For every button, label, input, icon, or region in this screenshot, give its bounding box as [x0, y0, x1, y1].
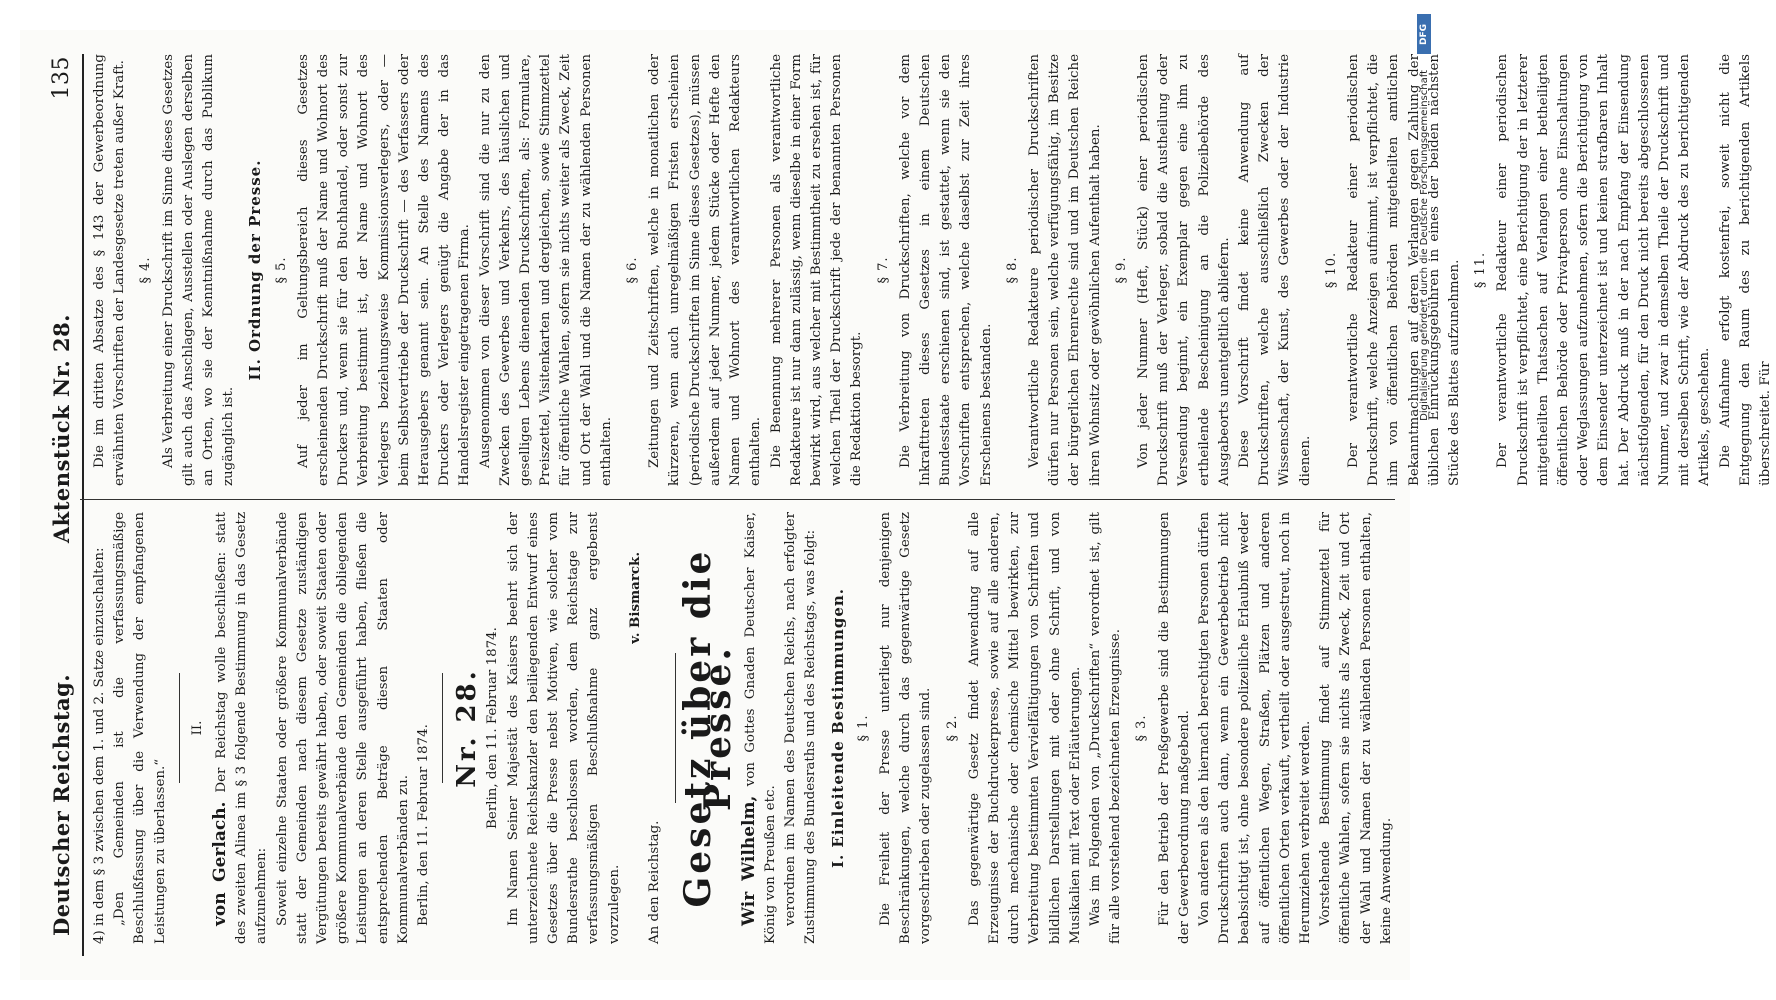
separator-rule [442, 673, 443, 783]
paragraph-6-text: Zeitungen und Zeitschriften, welche in monatlichen oder kürzeren, wenn auch unregelmäßigen Fristen erscheinen (periodische Druckschriften im Sinne dieses Gesetzes), müssen außerdem auf jeder Nummer, jedem Stücke oder Hefte den Namen und Wohnort des verantwortlichen Redakteurs enthalten. [647, 54, 764, 486]
paragraph-number-4: § 4. [138, 256, 154, 284]
gerlach-text: Der Reichstag wolle beschließen: statt des zweiten Alinea im § 3 folgende Bestimmung in das Gesetz aufzunehmen: [214, 511, 270, 944]
amendment-item-4: 4) in dem § 3 zwischen dem 1. und 2. Satze einzuschalten: [92, 547, 107, 944]
paragraph-2-text-2: Was im Folgenden von „Druckschriften“ verordnet ist, gilt für alle vorstehend bezeichneten Erzeugnisse. [1087, 512, 1124, 944]
column-right [90, 54, 1776, 486]
signature: v. Bismarck. [626, 552, 643, 644]
paragraph-10-text: Der verantwortliche Redakteur einer periodischen Druckschrift, welche Anzeigen aufnimmt, ist verpflichtet, die ihm von öffentlichen Behörden mitgetheilten amtlichen Bekanntmachungen auf deren Verlangen gegen Zahlung der üblichen Einrückungsgebühren in eines der beiden nächsten Stücke des Blattes aufzunehmen. [1345, 54, 1462, 486]
paragraph-3-text-2: Von anderen als den hiernach berechtigten Personen dürfen Druckschriften auch dann, wenn ein Gewerbebetrieb nicht beabsichtigt ist, ohne besondere polizeiliche Erlaubniß weder auf öffentlichen Wegen, Straßen, Plätzen und anderen öffentlichen Orten verkauft, vertheilt oder ausgestreut, noch in Herumziehen verbreitet werden. [1196, 512, 1313, 944]
paragraph-number-11: § 11. [1473, 251, 1489, 289]
intro-text: Im Namen Seiner Majestät des Kaisers beehrt sich der unterzeichnete Reichskanzler den beiliegenden Entwurf eines Gesetzes über die Presse nebst Motiven, wie solcher vom Bundesrathe beschlossen worden, dem Reichstage zur verfassungsmäßigen Beschlußnahme ganz ergebenst vorzulegen. [505, 512, 622, 944]
section-heading-1: I. Einleitende Bestimmungen. [828, 587, 847, 869]
page-header [20, 54, 84, 956]
law-title: Gesetz über die Presse. [677, 548, 740, 908]
header-right-title: Aktenstück Nr. 28. [49, 314, 74, 544]
paragraph-6-text-2: Die Benennung mehrerer Personen als verantwortliche Redakteure ist nur dann zulässig, wenn dieselbe in einer Form bewirkt wird, aus welcher mit Bestimmtheit zu ersehen ist, für welchen Theil der Druckschrift jede der benannten Personen die Redaktion besorgt. [768, 54, 865, 486]
column-divider [80, 499, 1395, 500]
dfg-logo: DFG [1417, 14, 1431, 54]
paragraph-number-3: § 3. [1134, 714, 1150, 742]
paragraph-number-1: § 1. [855, 714, 871, 742]
paragraph-9-text: Von jeder Nummer (Heft, Stück) einer periodischen Druckschrift muß der Verleger, sobald die Austheilung oder Versendung beginnt, ein Exemplar gegen eine ihm zu ertheilende Bescheinigung an die Polizeibehörde des Ausgabeorts unentgeltlich abliefern. [1135, 54, 1232, 486]
berlin-date: Berlin, den 11. Februar 1874. [485, 627, 501, 829]
gerlach-name: von Gerlach. [210, 801, 231, 926]
roman-heading-ii: II. [189, 720, 205, 736]
gerlach-date: Berlin, den 11. Februar 1874. [416, 724, 432, 926]
paragraph-number-9: § 9. [1113, 256, 1129, 284]
paragraph-3-text: Für den Betrieb der Preßgewerbe sind die Bestimmungen der Gewerbeordnung maßgebend. [1156, 512, 1192, 944]
wilhelm-preamble [739, 512, 781, 944]
paragraph-11-text: Der verantwortliche Redakteur einer periodischen Druckschrift ist verpflichtet, eine Berichtigung der in letzterer mitgetheilten Thatsachen auf Verlangen einer betheiligten öffentlichen Behörde oder Privatperson ohne Einschaltungen oder Weglassungen aufzunehmen, sofern die Berichtigung von dem Einsender unterzeichnet ist und keinen strafbaren Inhalt hat. Der Abdruck muß in der nach Empfang der Einsendung nächstfolgenden, für den Druck nicht bereits abgeschlossenen Nummer, und zwar in demselben Theile der Druckschrift und mit derselben Schrift, wie der Abdruck des zu berichtigenden Artikels, geschehen. [1495, 54, 1713, 486]
continuation-text: Die im dritten Absatze des § 143 der Gewerbeordnung erwähnten Vorschriften der Landesgesetze treten außer Kraft. [92, 54, 128, 486]
paragraph-number-5: § 5. [273, 256, 289, 284]
paragraph-2-text: Das gegenwärtige Gesetz findet Anwendung auf alle Erzeugnisse der Buchdruckerpresse, sowie auf alle anderen, durch mechanische oder chemische Mittel bewirkten, zur Verbreitung bestimmten Vervielfältigungen von Schriften und bildlichen Darstellungen mit oder ohne Schrift, und von Musikalien mit Text oder Erläuterungen. [966, 512, 1083, 944]
paragraph-4-text: Als Verbreitung einer Druckschrift im Sinne dieses Gesetzes gilt auch das Anschlagen, Ausstellen oder Auslegen derselben an Orten, wo sie der Kenntnißnahme durch das Publikum zugänglich ist. [160, 54, 237, 486]
wilhelm-text: von Gottes Gnaden Deutscher Kaiser, König von Preußen etc. [742, 512, 778, 944]
paragraph-1-text: Die Freiheit der Presse unterliegt nur denjenigen Beschränkungen, welche durch das gegenwärtige Gesetz vorgeschrieben oder zugelassen sind. [877, 512, 934, 944]
section-heading-2: II. Ordnung der Presse. [246, 159, 265, 381]
gerlach-motion [210, 512, 273, 944]
page-number: 135 [49, 56, 74, 100]
paragraph-number-8: § 8. [1004, 256, 1020, 284]
header-left-title: Deutscher Reichstag. [49, 673, 74, 936]
document-number: Nr. 28. [452, 668, 483, 788]
digitization-credit: Digitalisierung gefördert durch die Deutsche Forschungsgemeinschaft [1419, 70, 1430, 421]
paragraph-3-text-3: Vorstehende Bestimmung findet auf Stimmzettel für öffentliche Wahlen, sofern sie nichts als Zweck, Zeit und Ort der Wahl und Namen der zu wählenden Personen enthalten, keine Anwendung. [1318, 512, 1394, 944]
amendment-item-4-quote: „Den Gemeinden ist die verfassungsmäßige Beschlußfassung über die Verwendung der empfangenen Leistungen zu überlassen.“ [112, 512, 168, 944]
paragraph-number-2: § 2. [944, 714, 960, 742]
separator-rule [675, 653, 676, 803]
paragraph-9-text-2: Diese Vorschrift findet keine Anwendung auf Druckschriften, welche ausschließlich Zwecken der Wissenschaft, der Kunst, des Gewerbes oder der Industrie dienen. [1236, 54, 1313, 486]
addressee: An den Reichstag. [647, 820, 663, 944]
paragraph-5-text-2: Ausgenommen von dieser Vorschrift sind die nur zu den Zwecken des Gewerbes und Verkehrs, des häuslichen und geselligen Lebens dienenden Druckschriften, als: Formulare, Preiszettel, Visitenkarten und dergleichen, sowie Stimmzettel für öffentliche Wahlen, sofern sie nichts weiter als Zweck, Zeit und Ort der Wahl und die Namen der zu wählenden Personen enthalten. [477, 54, 614, 486]
paragraph-number-7: § 7. [875, 256, 891, 284]
verordnen-text: verordnen im Namen des Deutschen Reichs, nach erfolgter Zustimmung des Bundesraths und des Reichstags, was folgt: [783, 512, 819, 944]
column-left [90, 512, 1397, 944]
separator-rule [179, 673, 180, 783]
paragraph-number-6: § 6. [625, 256, 641, 284]
paragraph-8-text: Verantwortliche Redakteure periodischer Druckschriften dürfen nur Personen sein, welche verfügungsfähig, im Besitze der bürgerlichen Ehrenrechte sind und im Deutschen Reiche ihren Wohnsitz oder gewöhnlichen Aufenthalt haben. [1026, 54, 1103, 486]
paragraph-number-10: § 10. [1323, 251, 1339, 289]
wilhelm-name: Wir Wilhelm, [738, 795, 759, 926]
paragraph-11-text-2: Die Aufnahme erfolgt kostenfrei, soweit nicht die Entgegnung den Raum des zu berichtigenden Artikels überschreitet. Für [1717, 54, 1774, 486]
paragraph-7-text: Die Verbreitung von Druckschriften, welche vor dem Inkrafttreten dieses Gesetzes in einem Deutschen Bundesstaate erschienen sind, ist gestattet, wenn sie den Vorschriften entsprechen, welche daselbst zur Zeit ihres Erscheinens bestanden. [897, 54, 994, 486]
gerlach-quote: Soweit einzelne Staaten oder größere Kommunalverbände statt der Gemeinden nach diesem Gesetze zuständigen Vergütungen bereits gewährt haben, oder soweit Staaten oder größere Kommunalverbände den Gemeinden die obliegenden Leistungen an deren Stelle ausgeführt haben, fließen die entsprechenden Beträge diesen Staaten oder Kommunalverbänden zu. [274, 512, 411, 944]
paragraph-5-text: Auf jeder im Geltungsbereich dieses Gesetzes erscheinenden Druckschrift muß der Name und Wohnort des Druckers und, wenn sie für den Buchhandel, oder sonst zur Verbreitung bestimmt ist, der Name und Wohnort des Verlegers beziehungsweise Kommissionsverlegers, oder — beim Selbstvertriebe der Druckschrift — des Verfassers oder Herausgebers genannt sein. An Stelle des Namens des Druckers oder Verlegers genügt die Angabe der in das Handelsregister eingetragenen Firma. [295, 54, 473, 486]
